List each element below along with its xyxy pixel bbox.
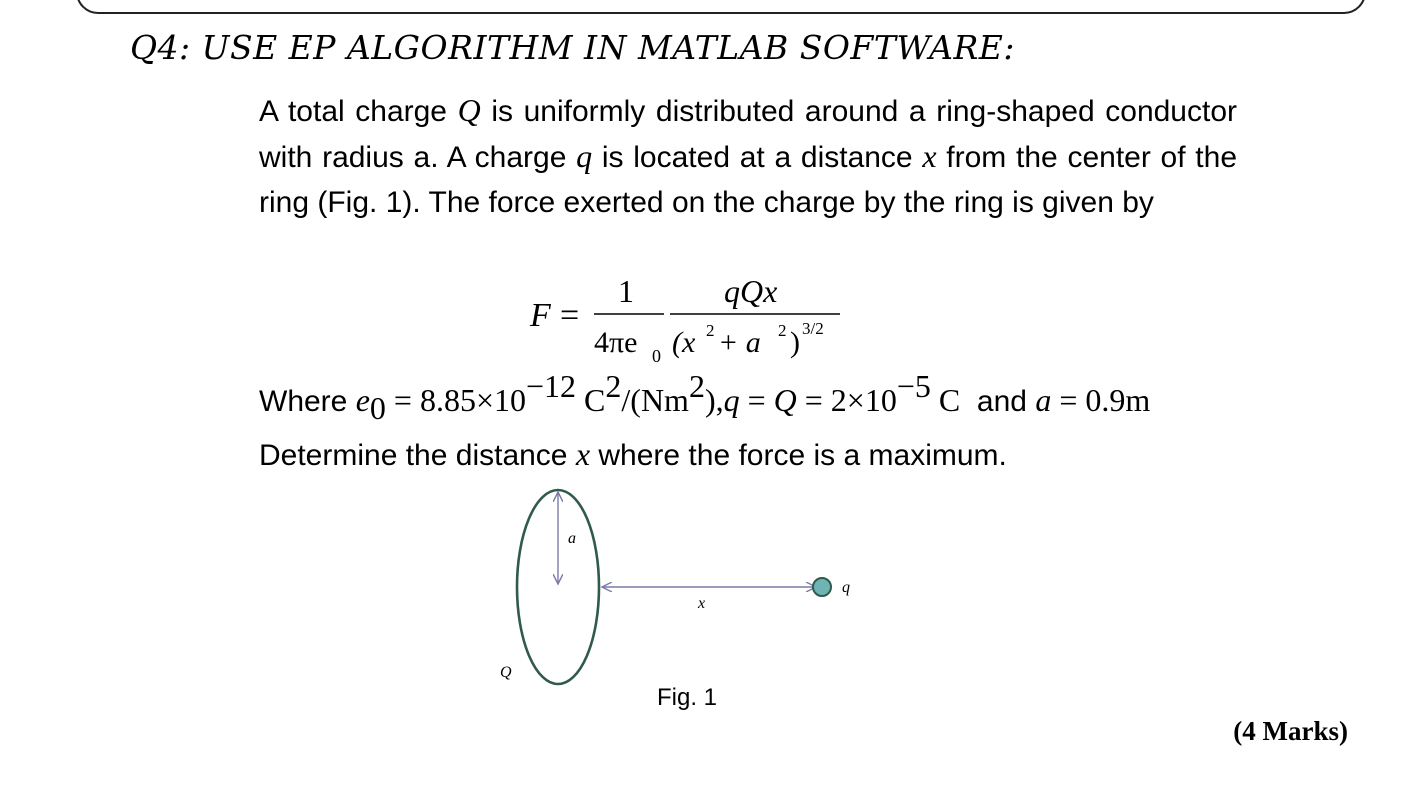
permittivity-unit-sup: 2 <box>605 368 622 404</box>
formula-denominator-2-square-1: 2 <box>706 321 715 340</box>
formula-denominator-2-open: (x <box>672 326 696 359</box>
formula-denominator-2-exponent: 3/2 <box>802 319 824 338</box>
point-charge <box>813 578 831 596</box>
symbol-permittivity-sub: 0 <box>369 390 386 426</box>
symbol-permittivity: e <box>355 382 370 418</box>
force-formula <box>520 268 860 378</box>
formula-numerator-1: 1 <box>618 273 634 309</box>
symbol-total-charge: Q <box>457 92 481 128</box>
charge-value: = 2×10 <box>796 382 897 418</box>
permittivity-unit-c: ), <box>704 382 724 418</box>
determine-line <box>259 436 1007 473</box>
formula-numerator-2: qQx <box>724 273 778 309</box>
marks-label: (4 Marks) <box>1233 716 1348 746</box>
given-values-line <box>259 368 1151 426</box>
symbol-radius: a <box>1035 382 1052 418</box>
permittivity-unit-a: C <box>576 382 606 418</box>
determine-text-2: where the force is a maximum. <box>590 439 1007 472</box>
problem-text-3: is located at a distance <box>592 141 923 174</box>
and-word: and <box>976 385 1027 418</box>
problem-text-1: A total charge <box>259 95 458 128</box>
formula-denominator-1: 4πe <box>594 326 638 359</box>
determine-text-1: Determine the distance <box>259 439 576 472</box>
symbol-q: q <box>723 382 740 418</box>
formula-lhs: F <box>530 297 551 334</box>
radius-label: a <box>568 530 576 547</box>
formula-denominator-2-square-2: 2 <box>778 321 787 340</box>
symbol-Q: Q <box>773 382 797 418</box>
formula-denominator-1-sub: 0 <box>652 346 661 366</box>
charge-exponent: −5 <box>896 368 931 404</box>
point-charge-label: q <box>842 579 850 596</box>
force-formula-svg <box>520 268 860 378</box>
equals-sign: = <box>739 382 774 418</box>
formula-denominator-2-close: ) <box>790 326 800 359</box>
determine-symbol-x: x <box>575 436 591 472</box>
problem-text-4: from the center of the ring (Fig. 1). The force exerted on the charge by the ring is given by <box>259 141 1238 219</box>
radius-unit: m <box>1125 382 1151 418</box>
where-label: Where <box>259 385 348 418</box>
formula-equals: = <box>560 297 580 334</box>
figure-caption: Fig. 1 <box>657 684 718 711</box>
question-title: Q4: USE EP ALGORITHM IN MATLAB SOFTWARE: <box>130 28 1015 67</box>
top-frame-border <box>76 0 1366 14</box>
radius-value: = 0.9 <box>1051 382 1126 418</box>
ring-charge-label: Q <box>500 664 512 681</box>
permittivity-unit-b: /(Nm <box>621 382 689 418</box>
symbol-charge: q <box>576 138 593 174</box>
problem-text-2: is uniformly distributed around a ring-shaped conductor with radius a. A charge <box>259 95 1238 174</box>
formula-denominator-2-plus: + a <box>718 326 761 359</box>
distance-label: x <box>698 595 706 612</box>
permittivity-unit-sup-2: 2 <box>688 368 705 404</box>
charge-unit: C <box>930 382 961 418</box>
symbol-distance: x <box>922 138 937 174</box>
problem-paragraph <box>259 88 1237 225</box>
problem-statement <box>259 88 1237 225</box>
permittivity-exponent: −12 <box>526 368 577 404</box>
permittivity-value: = 8.85×10 <box>385 382 526 418</box>
